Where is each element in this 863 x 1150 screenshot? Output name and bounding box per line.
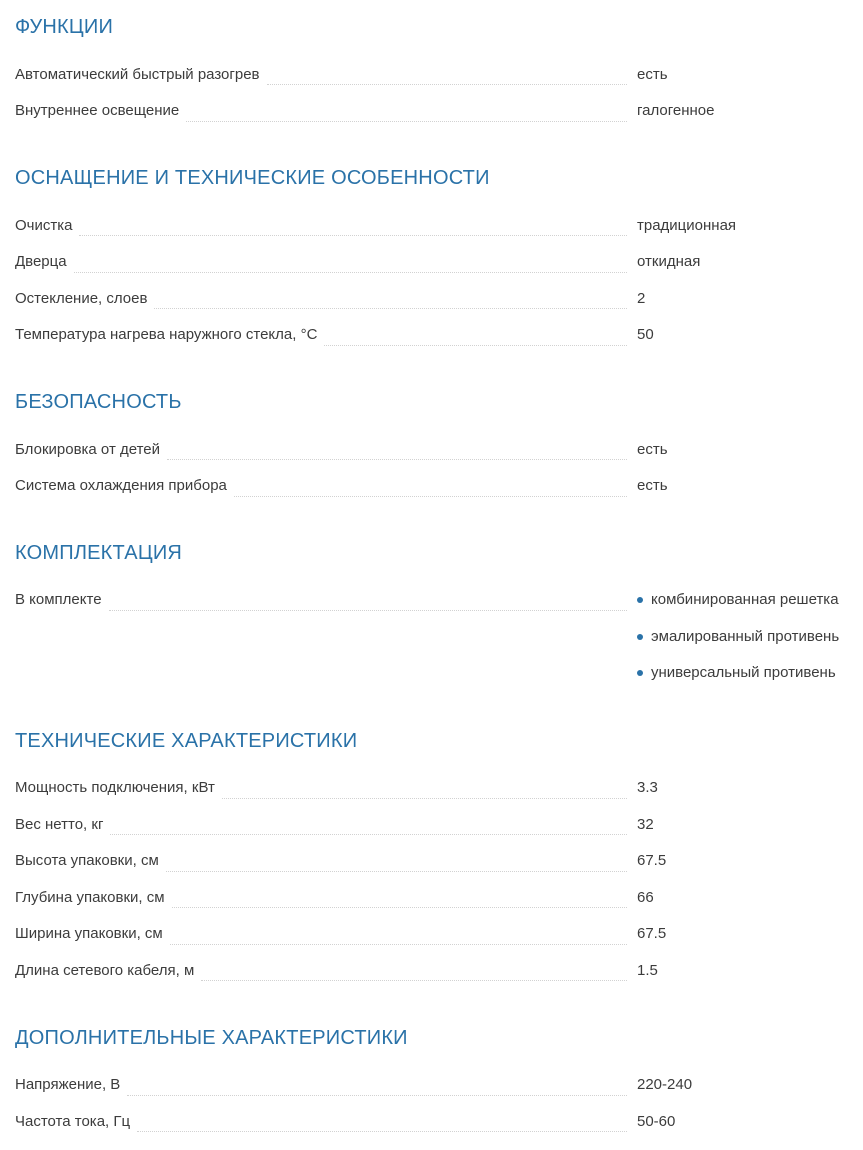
spec-row — [15, 56, 849, 93]
spec-value: 220-240 — [637, 1076, 693, 1094]
spec-row — [15, 317, 849, 354]
spec-row — [15, 843, 849, 880]
spec-label: Очистка — [15, 216, 73, 234]
list-item-label: комбинированная решетка — [651, 591, 839, 608]
list-item — [637, 582, 849, 619]
dotted-leader — [324, 317, 627, 346]
spec-value: 2 — [637, 289, 646, 307]
section-title: ТЕХНИЧЕСКИЕ ХАРАКТЕРИСТИКИ — [15, 729, 358, 752]
spec-row — [15, 770, 849, 807]
spec-value: есть — [637, 440, 668, 458]
spec-row — [15, 207, 849, 244]
spec-label: Мощность подключения, кВт — [15, 779, 215, 797]
section-safety — [15, 389, 849, 504]
spec-value — [637, 582, 849, 692]
spec-label: Дверца — [15, 253, 67, 271]
section-title: ФУНКЦИИ — [15, 16, 114, 38]
spec-value: традиционная — [637, 216, 737, 234]
spec-row — [15, 1103, 849, 1140]
section-package-contents — [15, 540, 849, 692]
dotted-leader — [154, 280, 627, 309]
bullet-icon — [637, 670, 643, 676]
dotted-leader — [222, 770, 627, 799]
dotted-leader — [167, 431, 627, 460]
spec-label: Внутреннее освещение — [15, 102, 180, 120]
section-title: ДОПОЛНИТЕЛЬНЫЕ ХАРАКТЕРИСТИКИ — [15, 1026, 408, 1049]
spec-value: галогенное — [637, 102, 715, 120]
value-list — [637, 582, 849, 692]
spec-value: 3.3 — [637, 779, 658, 797]
spec-label: Автоматический быстрый разогрев — [15, 65, 260, 83]
spec-row — [15, 280, 849, 317]
section-title: КОМПЛЕКТАЦИЯ — [15, 542, 183, 564]
spec-value: 66 — [637, 888, 654, 906]
dotted-leader — [186, 93, 627, 122]
spec-value: 50-60 — [637, 1112, 676, 1130]
spec-value: 32 — [637, 815, 654, 833]
dotted-leader — [74, 244, 627, 273]
spec-value: 50 — [637, 326, 654, 344]
specifications-page — [15, 14, 849, 1140]
dotted-leader — [137, 1103, 627, 1132]
section-title: ОСНАЩЕНИЕ И ТЕХНИЧЕСКИЕ ОСОБЕННОСТИ — [15, 167, 490, 189]
spec-label: Температура нагрева наружного стекла, °С — [15, 326, 318, 344]
spec-label: Вес нетто, кг — [15, 815, 104, 833]
list-item-label: универсальный противень — [651, 664, 836, 681]
section-additional-specs — [15, 1025, 849, 1140]
dotted-leader — [127, 1067, 627, 1096]
spec-row — [15, 806, 849, 843]
spec-row — [15, 93, 849, 130]
dotted-leader — [172, 879, 627, 908]
dotted-leader — [166, 843, 627, 872]
dotted-leader — [110, 806, 627, 835]
list-item — [637, 619, 849, 656]
list-item-label: эмалированный противень — [651, 627, 840, 645]
dotted-leader — [109, 582, 627, 611]
spec-label: Глубина упаковки, см — [15, 888, 165, 906]
spec-row — [15, 916, 849, 953]
spec-row — [15, 468, 849, 505]
spec-row — [15, 582, 849, 692]
section-technical-specs — [15, 728, 849, 989]
section-equipment-features — [15, 165, 849, 353]
spec-label: Напряжение, В — [15, 1076, 121, 1094]
dotted-leader — [267, 56, 627, 85]
spec-value: есть — [637, 65, 668, 83]
dotted-leader — [201, 952, 627, 981]
section-functions — [15, 14, 849, 129]
spec-label: Высота упаковки, см — [15, 852, 159, 870]
spec-label: Длина сетевого кабеля, м — [15, 961, 195, 979]
spec-label: Система охлаждения прибора — [15, 477, 227, 495]
spec-value: 67.5 — [637, 852, 667, 870]
spec-value: откидная — [637, 253, 701, 271]
spec-row — [15, 879, 849, 916]
spec-label: Остекление, слоев — [15, 289, 148, 307]
bullet-icon — [637, 597, 643, 603]
spec-row — [15, 1067, 849, 1104]
dotted-leader — [79, 207, 627, 236]
dotted-leader — [170, 916, 627, 945]
spec-row — [15, 431, 849, 468]
dotted-leader — [234, 468, 627, 497]
spec-value: 67.5 — [637, 925, 667, 943]
spec-value: есть — [637, 477, 668, 495]
spec-value: 1.5 — [637, 961, 658, 979]
spec-label: Блокировка от детей — [15, 440, 161, 458]
spec-label: Частота тока, Гц — [15, 1112, 131, 1130]
list-item — [637, 655, 849, 692]
spec-label: В комплекте — [15, 591, 102, 608]
spec-label: Ширина упаковки, см — [15, 925, 163, 943]
spec-row — [15, 244, 849, 281]
section-title: БЕЗОПАСНОСТЬ — [15, 391, 182, 413]
bullet-icon — [637, 634, 643, 640]
spec-row — [15, 952, 849, 989]
